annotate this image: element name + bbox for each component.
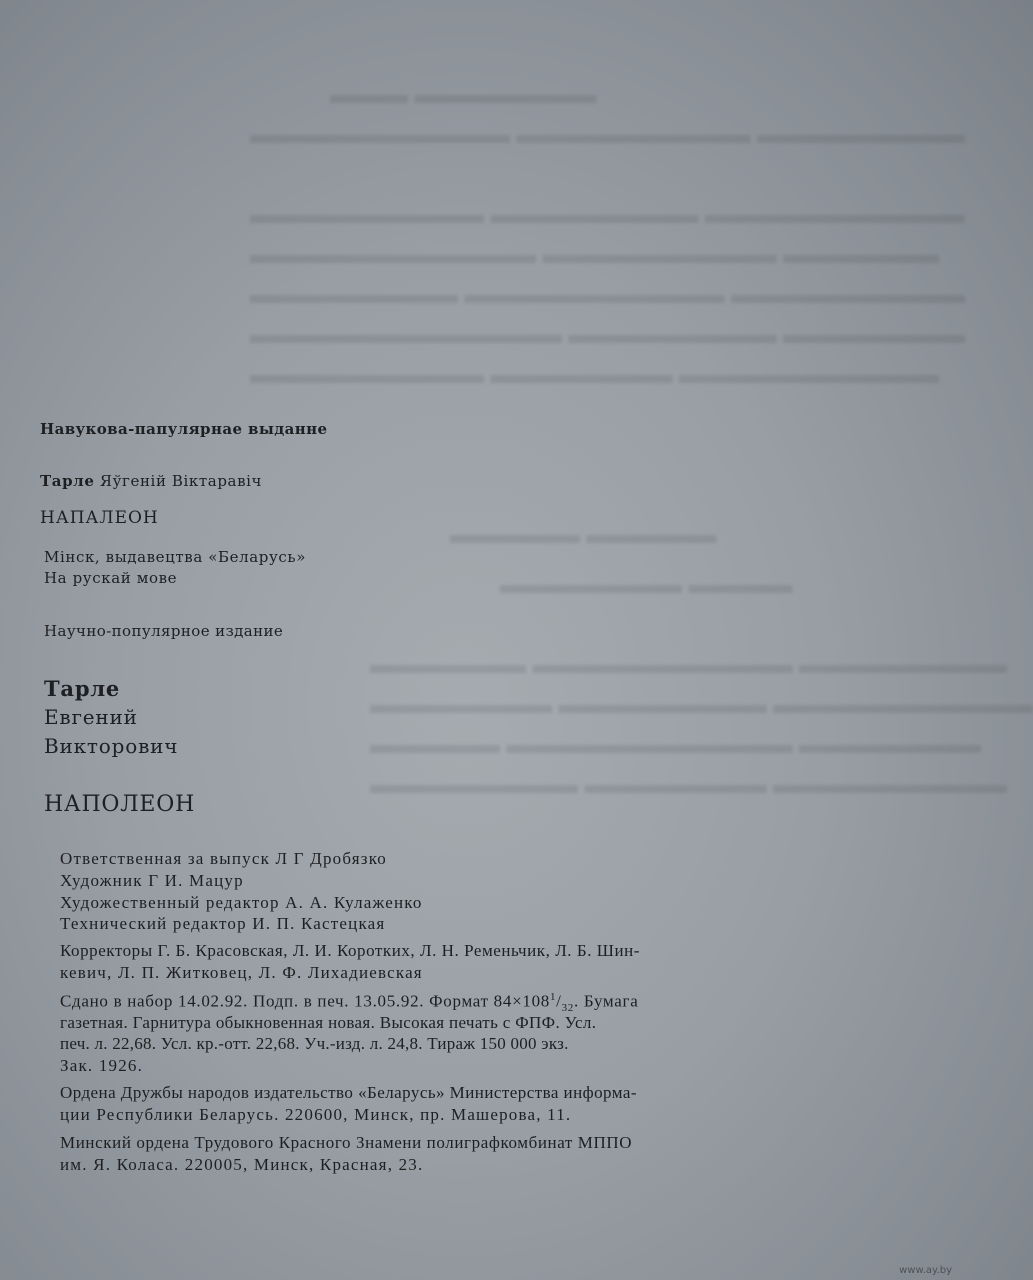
credit-line: Художественный редактор А. А. Кулаженко	[60, 893, 423, 912]
print-specs-line-4: Зак. 1926.	[60, 1056, 144, 1075]
author-names-be: Яўгеній Віктаравіч	[99, 472, 263, 490]
print-specs-line-3: печ. л. 22,68. Усл. кр.-отт. 22,68. Уч.-изд. л. 24,8. Тираж 150 000 экз.	[60, 1034, 569, 1053]
credit-line: Технический редактор И. П. Кастецкая	[60, 914, 386, 933]
author-surname-ru: Тарле	[44, 676, 121, 701]
title-be: НАПАЛЕОН	[40, 508, 159, 528]
language-note-be: На рускай мове	[44, 569, 178, 587]
publisher-info-line: Ордена Дружбы народов издательство «Беларусь» Министерства информа-	[60, 1083, 637, 1102]
credit-line: Художник Г И. Мацур	[60, 871, 244, 890]
title-ru: НАПОЛЕОН	[44, 792, 196, 817]
credit-line: Ответственная за выпуск Л Г Дробязко	[60, 849, 387, 868]
publisher-line-be: Мінск, выдавецтва «Беларусь»	[44, 548, 306, 566]
author-surname-be: Тарле	[40, 472, 95, 490]
publisher-info-line: ции Республики Беларусь. 220600, Минск, пр. Машерова, 11.	[60, 1105, 572, 1124]
site-watermark: www.ay.by	[899, 1265, 952, 1276]
printer-info-line: им. Я. Коласа. 220005, Минск, Красная, 23.	[60, 1155, 424, 1174]
correctors-line: Корректоры Г. Б. Красовская, Л. И. Коротких, Л. Н. Ременьчик, Л. Б. Шин-	[60, 941, 640, 960]
correctors-line: кевич, Л. П. Житковец, Л. Ф. Лихадиевская	[60, 963, 423, 982]
author-patronymic-ru: Викторович	[44, 734, 179, 758]
print-specs-line-1: Сдано в набор 14.02.92. Подп. в печ. 13.05.92. Формат $84\times 108^1/_{32}$. Бумага	[60, 991, 639, 1015]
author-be	[40, 472, 262, 490]
author-firstname-ru: Евгений	[44, 705, 138, 729]
edition-type-ru: Научно-популярное издание	[44, 622, 284, 640]
show-through-texture: ▬▬▬▬▬▬▬ ▬▬▬ ▬▬▬▬▬▬▬▬ ▬▬▬▬▬▬▬▬▬ ▬▬▬▬▬▬▬▬▬▬ ▬▬▬▬▬▬▬▬▬▬ ▬▬▬▬▬▬▬▬ ▬▬▬▬▬▬▬▬▬ ▬▬▬▬▬▬ ▬▬▬▬▬▬▬▬▬ ▬▬▬▬▬▬▬▬▬▬▬ ▬▬▬▬▬▬▬▬▬ ▬▬▬▬▬▬▬▬▬▬ ▬▬▬▬▬▬▬▬ ▬▬▬▬▬▬▬ ▬▬▬▬▬▬▬▬ ▬▬▬▬▬▬▬▬▬▬▬▬ ▬▬▬▬▬▬▬▬▬▬ ▬▬▬▬▬▬▬ ▬▬▬▬▬▬▬▬▬ ▬▬▬▬▬ ▬▬▬▬▬ ▬▬▬▬ ▬▬▬▬▬▬▬ ▬▬▬▬▬▬▬▬ ▬▬▬▬▬▬▬▬▬▬ ▬▬▬▬▬▬ ▬▬▬▬▬▬▬▬▬▬ ▬▬▬▬▬▬▬▬ ▬▬▬▬▬▬▬ ▬▬▬▬▬▬▬ ▬▬▬▬▬▬▬▬▬▬▬ ▬▬▬▬▬ ▬▬▬▬▬▬▬▬▬ ▬▬▬▬▬▬▬ ▬▬▬▬▬▬▬▬	[250, 80, 1033, 799]
edition-type-be: Навукова-папулярнае выданне	[40, 420, 328, 438]
printer-info-line: Минский ордена Трудового Красного Знамени полиграфкомбинат МППО	[60, 1133, 633, 1152]
print-specs-line-2: газетная. Гарнитура обыкновенная новая. Высокая печать с ФПФ. Усл.	[60, 1013, 597, 1032]
